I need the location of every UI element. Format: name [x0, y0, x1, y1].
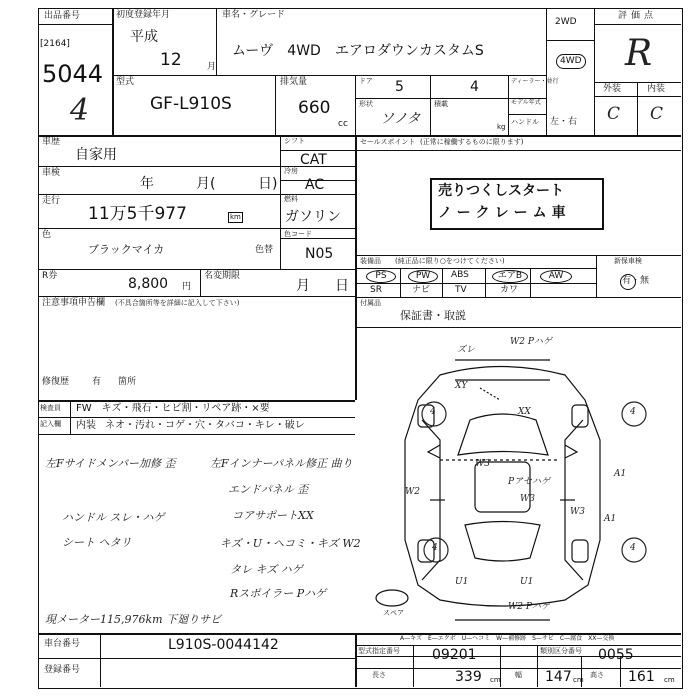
mileage: 11万5千977 [88, 204, 187, 224]
damage-mark: A1 [614, 469, 627, 479]
class-label: 類別区分番号 [540, 647, 582, 655]
color-code-label: 色コード [284, 230, 312, 238]
damage-mark: 4 [630, 543, 636, 553]
int-grade: C [650, 104, 664, 124]
fuel-label: 燃料 [284, 195, 298, 203]
damage-mark: W2 Pハゲ [508, 602, 550, 612]
mileage-label: 走行 [42, 196, 61, 206]
equip-leather: カワ [500, 285, 519, 295]
use-label: 車歴 [42, 137, 61, 147]
note-line: 現メーター115,976km 下廻りサビ [45, 613, 222, 626]
sales-sub: (正常に稼働するものに限ります) [420, 138, 524, 146]
equip-sub: (純正品に限り○をつけてください) [395, 257, 505, 265]
damage-mark: W3 [570, 507, 585, 517]
stamp-line1: 売りつくしスタート [438, 183, 564, 199]
sales-label: セールスポイント [360, 138, 416, 146]
color-code: N05 [305, 246, 334, 262]
damage-mark: ズレ [457, 345, 476, 355]
repair: 有 [92, 377, 102, 387]
note-line: キズ・U・ヘコミ・キズ W2 [220, 537, 361, 550]
equip-aw: AW [540, 270, 572, 283]
equip-airbag: エアB [492, 270, 528, 283]
damage-legend: A—キズ E—エクボ U—ヘコミ W—補修跡 S—サビ C—腐食 XX—交換 [400, 635, 615, 642]
equip-navi: ナビ [412, 285, 431, 295]
km-unit: km [230, 213, 241, 221]
chassis-label: 車台番号 [44, 639, 81, 649]
note-line: ハンドル スレ・ハゲ [62, 511, 165, 524]
inspect-label: 車検 [42, 168, 61, 178]
kg-unit: kg [497, 123, 506, 131]
tax-label: R券 [42, 271, 58, 281]
seats: 4 [470, 79, 479, 95]
extras-label: 付属品 [360, 299, 381, 307]
damage-mark: W2 Pハゲ [510, 337, 552, 347]
tax-day: 日 [335, 278, 349, 294]
reg-label: 登録番号 [44, 665, 81, 675]
tax-expiry-label: 名変期限 [204, 271, 241, 281]
equip-label: 装備品 [360, 257, 381, 265]
damage-mark: 4 [430, 407, 436, 417]
name-grade: ムーヴ 4WD エアロダウンカスタムS [232, 43, 484, 59]
int-label: 内装 [647, 84, 666, 94]
damage-mark: A1 [604, 514, 617, 524]
equip-ps: PS [366, 270, 396, 283]
use: 自家用 [75, 147, 117, 163]
month-mark: 月 [207, 62, 217, 72]
height-label: 高さ [590, 671, 604, 679]
note-line: 左Fサイドメンバー加修 歪 [45, 457, 176, 470]
manual-label: 新保車検 [614, 257, 642, 265]
score: R [625, 33, 653, 74]
dealer-label: ディーラー・並行 [511, 78, 559, 85]
extras: 保証書・取説 [400, 309, 466, 322]
class: 0055 [598, 647, 634, 663]
spare-label: スペア [383, 609, 404, 617]
damage-mark: W3 [475, 459, 490, 469]
note-line: タレ キズ ハゲ [230, 563, 303, 576]
lot-number: 5044 [42, 60, 104, 88]
drive-4wd: 4WD [556, 54, 586, 69]
damage-mark: W2 [405, 487, 420, 497]
manual: 有・無 [622, 276, 650, 286]
inspector-row1: FW キズ・飛石・ヒビ割・リペア跡・×要 [76, 403, 270, 414]
tax-month: 月 [296, 278, 310, 294]
notes-label: 注意事項申告欄 [42, 298, 106, 308]
reg-year: 12 [160, 50, 182, 70]
handle: 左・右 [550, 117, 578, 127]
ac: AC [305, 177, 325, 193]
ext-grade: C [607, 104, 621, 124]
lot-number-label: 出品番号 [44, 11, 81, 21]
disp-label: 排気量 [280, 77, 308, 87]
inspector-row2: ネオ・汚れ・コゲ・穴・タバコ・キレ・破レ [105, 420, 305, 431]
notes-sub: (不具合箇所等を詳細に記入して下さい) [115, 299, 240, 307]
doors: 5 [395, 79, 404, 95]
damage-mark: 4 [630, 407, 636, 417]
repair-note: 箇所 [118, 377, 137, 387]
score-handwritten: 4 [70, 93, 90, 128]
height-unit: cm [664, 676, 675, 684]
name-grade-label: 車名・グレード [222, 10, 286, 20]
shape: ソノタ [380, 111, 421, 127]
width: 147 [545, 669, 572, 685]
damage-mark: 4 [432, 543, 438, 553]
model: GF-L910S [150, 94, 232, 114]
shape-label: 形状 [359, 100, 373, 108]
score-label: 評価点 [618, 11, 658, 21]
ext-label: 外装 [603, 84, 622, 94]
inspect-month: 月( [196, 176, 216, 192]
model-label: 型式 [116, 77, 135, 87]
note-line: コアサポートXX [232, 509, 314, 522]
chassis: L910S-0044142 [168, 637, 279, 653]
inspect-year: 年 [140, 176, 154, 192]
equip-tv: TV [455, 285, 467, 295]
repair-label: 修復歴 [42, 377, 70, 387]
ac-label: 冷房 [284, 167, 298, 175]
handle-label: ハンドル [511, 118, 539, 126]
color-label: 色 [42, 230, 52, 240]
cert-label: 型式指定番号 [358, 647, 400, 655]
fuel: ガソリン [285, 209, 341, 225]
width-unit: cm [573, 676, 584, 684]
width-label: 幅 [515, 671, 522, 679]
model-year-label: モデル年式 [511, 99, 541, 106]
length: 339 [455, 669, 482, 685]
displacement: 660 [298, 98, 331, 118]
note-line: 左Fインナーパネル修正 曲り [210, 457, 353, 470]
tax: 8,800 [128, 276, 169, 292]
drive-2wd: 2WD [555, 17, 577, 27]
era: 平成 [130, 29, 158, 45]
first-reg-label: 初度登録年月 [116, 10, 171, 20]
cc-unit: cc [338, 119, 348, 129]
load-label: 積載 [434, 100, 448, 108]
damage-mark: W3 [520, 494, 535, 504]
doors-label: ドア [359, 77, 373, 85]
color-no-label: 色替 [255, 245, 274, 255]
length-label: 長さ [372, 671, 386, 679]
stamp-line2: ノークレーム車 [438, 205, 571, 221]
note-line: シート ヘタリ [62, 536, 132, 549]
equip-sr: SR [370, 285, 382, 295]
shift-label: シフト [284, 137, 305, 145]
note-line: エンドパネル 歪 [228, 483, 309, 496]
inspect-day: 日) [258, 176, 278, 192]
damage-mark: U1 [455, 577, 469, 587]
inspector-label2: 記入欄 [40, 420, 61, 428]
note-line: Rスポイラー Pハゲ [230, 587, 327, 600]
inspector-row2-label: 内装 [76, 420, 96, 431]
damage-mark: XX [518, 407, 531, 417]
yen-unit: 円 [182, 282, 192, 292]
damage-mark: Pアセハゲ [508, 477, 550, 487]
length-unit: cm [490, 676, 501, 684]
inspector-label1: 検査員 [40, 404, 61, 412]
color: ブラックマイカ [88, 243, 165, 256]
damage-mark: XY [455, 381, 468, 391]
equip-pw: PW [408, 270, 438, 283]
equip-abs: ABS [451, 270, 469, 280]
lot-sub-code: [2164] [40, 39, 70, 49]
cert: 09201 [432, 647, 477, 663]
damage-mark: U1 [520, 577, 534, 587]
height: 161 [628, 669, 655, 685]
shift: CAT [300, 152, 327, 168]
